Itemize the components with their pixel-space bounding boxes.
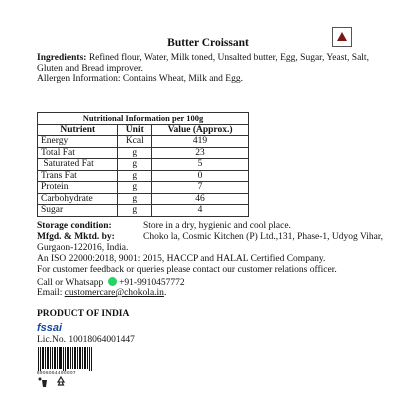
email-label: Email: (37, 288, 63, 298)
nutrient-unit: g (118, 170, 152, 182)
storage-label: Storage condition: (37, 221, 112, 231)
table-row (38, 136, 249, 148)
recycle-icon (55, 376, 67, 388)
email-link[interactable]: customercare@chokola.in (64, 288, 164, 298)
call-number[interactable]: +91-9910457772 (119, 278, 185, 288)
ingredients-label: Ingredients: (37, 53, 87, 63)
nutrient-unit: g (118, 159, 152, 171)
nutrient-value: 7 (152, 182, 249, 194)
nutrient-value: 23 (152, 147, 249, 159)
table-row (38, 205, 249, 217)
disposal-icons (37, 376, 67, 388)
nutrient-unit: g (118, 193, 152, 205)
nutrient-name: Total Fat (38, 147, 118, 159)
feedback-note: For customer feedback or queries please contact our customer relations officer. (37, 265, 337, 275)
header-value: Value (Approx.) (152, 124, 249, 136)
nutrient-value: 419 (152, 136, 249, 148)
table-row (38, 147, 249, 159)
nutrition-caption: Nutritional Information per 100g (38, 113, 249, 125)
nutrient-name: Carbohydrate (38, 193, 118, 205)
email-suffix: . (163, 288, 167, 298)
veg-nonveg-mark-icon (332, 27, 352, 47)
nutrient-unit: g (118, 182, 152, 194)
contact-email (37, 288, 166, 299)
ingredients (37, 53, 397, 75)
nutrient-name: Sugar (38, 205, 118, 217)
nutrient-name: Saturated Fat (38, 159, 118, 171)
product-title: Butter Croissant (167, 37, 249, 49)
fssai-logo: fssai (37, 322, 63, 334)
header-nutrient: Nutrient (38, 124, 118, 136)
storage-text: Store in a dry, hygienic and cool place. (143, 221, 291, 231)
certification: An ISO 22000:2018, 9001: 2015, HACCP and HALAL Certified Company. (37, 254, 326, 264)
allergen-info: Allergen Information: Contains Wheat, Milk and Egg. (37, 74, 243, 84)
bin-icon (37, 376, 49, 388)
nutrient-value: 0 (152, 170, 249, 182)
table-row (38, 159, 249, 171)
product-origin: PRODUCT OF INDIA (37, 309, 130, 319)
nutrient-value: 5 (152, 159, 249, 171)
whatsapp-icon (108, 277, 117, 286)
nutrient-unit: Kcal (118, 136, 152, 148)
nutrient-unit: g (118, 205, 152, 217)
mfgd-label: Mfgd. & Mktd. by: (37, 232, 115, 242)
table-row (38, 193, 249, 205)
nutrient-name: Protein (38, 182, 118, 194)
call-label: Call or Whatsapp (37, 278, 104, 288)
header-unit: Unit (118, 124, 152, 136)
nutrient-value: 46 (152, 193, 249, 205)
table-row (38, 170, 249, 182)
mfgd-text: Choko la, Cosmic Kitchen (P) Ltd.,131, Phase-1, Udyog Vihar, Gurgaon-122016, India. (37, 232, 384, 253)
nutrient-name: Trans Fat (38, 170, 118, 182)
nutrition-table (37, 112, 249, 217)
ingredients-text: Refined flour, Water, Milk toned, Unsalted butter, Egg, Sugar, Yeast, Salt, Gluten and Bread improver. (37, 53, 369, 74)
storage-block (37, 221, 397, 276)
nutrient-name: Energy (38, 136, 118, 148)
barcode-number: 8906064490007 (37, 370, 77, 375)
barcode-icon (37, 347, 93, 371)
nutrient-value: 4 (152, 205, 249, 217)
nutrient-unit: g (118, 147, 152, 159)
table-row (38, 182, 249, 194)
license-number: Lic.No. 10018064001447 (37, 335, 135, 345)
